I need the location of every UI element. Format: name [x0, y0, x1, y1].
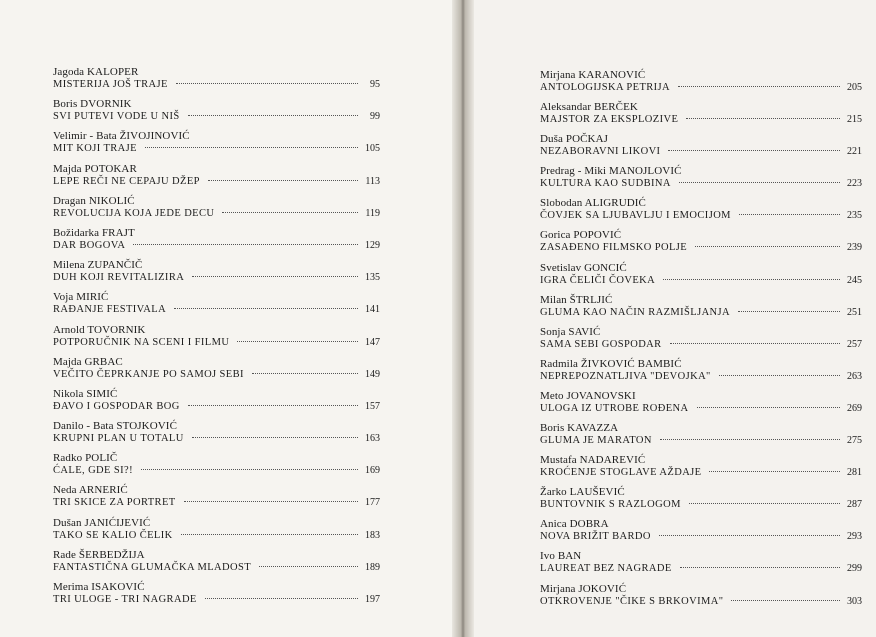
toc-title-row: [53, 336, 380, 349]
toc-page-number: 177: [365, 497, 380, 509]
toc-author: Majda GRBAC: [53, 355, 123, 368]
toc-title-row: [53, 207, 380, 220]
toc-title: DAR BOGOVA: [53, 239, 126, 251]
toc-author: Merima ISAKOVIĆ: [53, 581, 145, 593]
toc-author: Milena ZUPANČIČ: [53, 259, 143, 272]
toc-title-row: [53, 593, 380, 606]
toc-title: ĆALE, GDE SI?!: [53, 465, 133, 477]
leader-dots: [133, 244, 358, 245]
toc-title: RAĐANJE FESTIVALA: [53, 304, 167, 316]
toc-entry: [53, 517, 380, 549]
toc-author: Radko POLIČ: [53, 452, 118, 465]
toc-author: Rade ŠERBEDŽIJA: [53, 548, 145, 561]
toc-page-number: 105: [365, 143, 380, 155]
toc-author: Duša POČKAJ: [540, 133, 609, 146]
toc-author: Majda POTOKAR: [53, 162, 137, 175]
toc-title: VEČITO ČEPRKANJE PO SAMOJ SEBI: [53, 368, 244, 380]
toc-page-number: 169: [365, 465, 380, 477]
toc-page-number: 149: [365, 368, 380, 380]
toc-title: ANTOLOGIJSKA PETRIJA: [540, 82, 671, 93]
toc-title-row: [540, 177, 862, 190]
toc-entry: [540, 69, 862, 101]
toc-author: Gorica POPOVIĆ: [540, 229, 622, 242]
toc-title: NOVA BRIŽIT BARDO: [540, 531, 651, 543]
toc-author: Ivo BAN: [540, 550, 582, 563]
right-toc-list: [540, 69, 862, 615]
toc-title: BUNTOVNIK S RAZLOGOM: [540, 499, 681, 511]
toc-title-row: [540, 466, 862, 479]
toc-title: ULOGA IZ UTROBE ROĐENA: [540, 402, 689, 414]
toc-entry: [540, 583, 862, 615]
leader-dots: [659, 535, 840, 536]
leader-dots: [679, 182, 840, 183]
toc-page-number: 281: [847, 467, 862, 479]
toc-title: OTKROVENJE "ČIKE S BRKOVIMA": [540, 595, 724, 607]
left-toc-list: [53, 66, 380, 613]
toc-entry: [540, 262, 862, 294]
toc-entry: [540, 390, 862, 422]
toc-title: MAJSTOR ZA EKSPLOZIVE: [540, 114, 679, 126]
toc-page-number: 95: [370, 79, 380, 90]
toc-page-number: 147: [365, 336, 380, 348]
toc-title-row: [53, 239, 380, 252]
toc-author: Svetislav GONCIĆ: [540, 261, 627, 274]
toc-page-number: 183: [365, 529, 380, 541]
toc-title-row: [53, 271, 380, 284]
toc-page-number: 257: [847, 338, 862, 350]
toc-title-row: [53, 368, 380, 381]
toc-title-row: [53, 496, 380, 509]
toc-title-row: [540, 274, 862, 287]
toc-author: Radmila ŽIVKOVIĆ BAMBIĆ: [540, 357, 682, 370]
toc-title: NEPREPOZNATLJIVA "DEVOJKA": [540, 370, 711, 382]
toc-entry: [53, 130, 380, 162]
leader-dots: [678, 86, 840, 87]
leader-dots: [205, 598, 358, 599]
toc-title: SVI PUTEVI VODE U NIŠ: [53, 111, 180, 123]
toc-page-number: 129: [365, 239, 380, 251]
leader-dots: [181, 534, 358, 535]
toc-page-number: 263: [847, 370, 862, 382]
toc-title: KRUPNI PLAN U TOTALU: [53, 433, 184, 445]
leader-dots: [192, 276, 358, 277]
toc-entry: [540, 550, 862, 582]
toc-author: Danilo - Bata STOJKOVIĆ: [53, 420, 178, 433]
toc-page-number: 205: [847, 82, 862, 93]
leader-dots: [738, 311, 840, 312]
toc-entry: [540, 101, 862, 133]
toc-entry: [53, 484, 380, 516]
toc-title-row: [540, 595, 862, 608]
toc-page-number: 245: [847, 274, 862, 286]
leader-dots: [188, 405, 358, 406]
toc-author: Boris KAVAZZA: [540, 422, 619, 435]
toc-entry: [53, 420, 380, 452]
toc-entry: [53, 259, 380, 291]
toc-author: Dušan JANIĆIJEVIĆ: [53, 516, 151, 529]
leader-dots: [670, 343, 840, 344]
toc-title-row: [540, 306, 862, 319]
toc-title-row: [53, 78, 380, 91]
leader-dots: [686, 118, 840, 119]
toc-title-row: [53, 303, 380, 316]
toc-page-number: 269: [847, 402, 862, 414]
toc-author: Voja MIRIĆ: [53, 291, 109, 304]
toc-entry: [540, 197, 862, 229]
toc-author: Aleksandar BERČEK: [540, 101, 638, 114]
toc-entry: [540, 454, 862, 486]
leader-dots: [739, 214, 840, 215]
toc-title: NEZABORAVNI LIKOVI: [540, 146, 661, 158]
toc-title: FANTASTIČNA GLUMAČKA MLADOST: [53, 561, 252, 573]
toc-entry: [540, 326, 862, 358]
toc-title: KROĆENJE STOGLAVE AŽDAJE: [540, 467, 702, 479]
leader-dots: [192, 437, 358, 438]
toc-author: Slobodan ALIGRUDIĆ: [540, 197, 646, 210]
leader-dots: [141, 469, 358, 470]
leader-dots: [145, 147, 358, 148]
toc-page-number: 197: [365, 594, 380, 605]
toc-entry: [53, 291, 380, 323]
toc-entry: [53, 66, 380, 98]
toc-page-number: 163: [365, 433, 380, 445]
toc-author: Velimir - Bata ŽIVOJINOVIĆ: [53, 130, 190, 143]
toc-title-row: [53, 110, 380, 123]
toc-title: REVOLUCIJA KOJA JEDE DECU: [53, 207, 215, 219]
toc-page-number: 215: [847, 114, 862, 126]
leader-dots: [222, 212, 358, 213]
leader-dots: [668, 150, 840, 151]
toc-title-row: [53, 529, 380, 542]
toc-author: Božidarka FRAJT: [53, 226, 135, 239]
toc-title-row: [53, 432, 380, 445]
toc-entry: [540, 422, 862, 454]
toc-title: TRI ULOGE - TRI NAGRADE: [53, 594, 197, 605]
leader-dots: [709, 471, 840, 472]
toc-title: TRI SKICE ZA PORTRET: [53, 497, 176, 509]
toc-entry: [540, 486, 862, 518]
toc-author: Mustafa NADAREVIĆ: [540, 454, 646, 467]
toc-author: Nikola SIMIĆ: [53, 387, 118, 400]
toc-page-number: 239: [847, 242, 862, 254]
toc-page-number: 287: [847, 499, 862, 511]
right-page: [470, 0, 876, 637]
leader-dots: [259, 566, 358, 567]
toc-page-number: 189: [365, 561, 380, 573]
toc-title-row: [540, 81, 862, 94]
toc-author: Žarko LAUŠEVIĆ: [540, 486, 625, 499]
leader-dots: [174, 308, 358, 309]
toc-title: ĐAVO I GOSPODAR BOG: [53, 400, 180, 412]
toc-entry: [53, 163, 380, 195]
leader-dots: [208, 180, 358, 181]
toc-page-number: 119: [365, 207, 380, 219]
toc-entry: [53, 227, 380, 259]
toc-title-row: [540, 562, 862, 575]
book-gutter: [452, 0, 474, 637]
toc-title: LAUREAT BEZ NAGRADE: [540, 563, 672, 575]
toc-entry: [540, 518, 862, 550]
toc-author: Anica DOBRA: [540, 518, 609, 531]
toc-author: Mirjana KARANOVIĆ: [540, 69, 646, 81]
toc-title: LEPE REČI NE CEPAJU DŽEP: [53, 175, 200, 187]
toc-title-row: [53, 142, 380, 155]
leader-dots: [719, 375, 840, 376]
toc-title: TAKO SE KALIO ČELIK: [53, 529, 173, 541]
toc-page-number: 141: [365, 304, 380, 316]
toc-title-row: [53, 400, 380, 413]
toc-entry: [540, 133, 862, 165]
toc-title-row: [540, 209, 862, 222]
toc-entry: [53, 388, 380, 420]
leader-dots: [731, 600, 840, 601]
toc-page-number: 113: [365, 175, 380, 187]
toc-author: Neda ARNERIĆ: [53, 484, 128, 497]
leader-dots: [176, 83, 358, 84]
toc-page-number: 275: [847, 435, 862, 447]
toc-author: Boris DVORNIK: [53, 98, 132, 111]
leader-dots: [695, 246, 840, 247]
toc-page-number: 223: [847, 178, 862, 190]
toc-title-row: [540, 498, 862, 511]
toc-author: Predrag - Miki MANOJLOVIĆ: [540, 165, 682, 178]
toc-title: IGRA ČELIČI ČOVEKA: [540, 274, 656, 286]
toc-entry: [53, 581, 380, 613]
leader-dots: [237, 341, 358, 342]
toc-author: Milan ŠTRLJIĆ: [540, 293, 613, 306]
leader-dots: [660, 439, 840, 440]
toc-author: Mirjana JOKOVIĆ: [540, 582, 627, 595]
toc-title: ZASAĐENO FILMSKO POLJE: [540, 242, 688, 254]
toc-title: SAMA SEBI GOSPODAR: [540, 338, 662, 350]
toc-title-row: [540, 402, 862, 415]
toc-title-row: [53, 175, 380, 188]
toc-entry: [53, 452, 380, 484]
toc-title: GLUMA JE MARATON: [540, 435, 652, 447]
toc-page-number: 157: [365, 400, 380, 412]
toc-entry: [540, 229, 862, 261]
leader-dots: [252, 373, 358, 374]
leader-dots: [188, 115, 358, 116]
toc-title-row: [540, 370, 862, 383]
toc-title-row: [540, 530, 862, 543]
toc-title-row: [53, 561, 380, 574]
toc-entry: [53, 356, 380, 388]
toc-title: MIT KOJI TRAJE: [53, 143, 137, 155]
toc-title-row: [53, 464, 380, 477]
toc-title: ČOVJEK SA LJUBAVLJU I EMOCIJOM: [540, 210, 731, 222]
leader-dots: [680, 567, 840, 568]
toc-author: Arnold TOVORNIK: [53, 323, 146, 336]
toc-title-row: [540, 113, 862, 126]
toc-entry: [540, 358, 862, 390]
leader-dots: [697, 407, 841, 408]
toc-title: MISTERIJA JOŠ TRAJE: [53, 79, 168, 90]
toc-page-number: 135: [365, 272, 380, 284]
toc-entry: [53, 98, 380, 130]
toc-entry: [53, 549, 380, 581]
toc-page-number: 299: [847, 563, 862, 575]
toc-page-number: 221: [847, 146, 862, 158]
leader-dots: [663, 279, 840, 280]
leader-dots: [184, 501, 358, 502]
toc-title-row: [540, 241, 862, 254]
toc-entry: [540, 294, 862, 326]
toc-title-row: [540, 145, 862, 158]
toc-author: Dragan NIKOLIĆ: [53, 194, 135, 207]
toc-title: GLUMA KAO NAČIN RAZMIŠLJANJA: [540, 306, 730, 318]
toc-author: Meto JOVANOVSKI: [540, 389, 636, 402]
leader-dots: [689, 503, 840, 504]
toc-entry: [53, 195, 380, 227]
toc-entry: [53, 324, 380, 356]
toc-title: DUH KOJI REVITALIZIRA: [53, 272, 185, 284]
toc-page-number: 303: [847, 595, 862, 607]
toc-page-number: 251: [847, 306, 862, 318]
toc-title: KULTURA KAO SUDBINA: [540, 178, 671, 190]
toc-page-number: 235: [847, 210, 862, 222]
toc-author: Jagoda KALOPER: [53, 66, 139, 78]
toc-author: Sonja SAVIĆ: [540, 325, 601, 338]
toc-title: POTPORUČNIK NA SCENI I FILMU: [53, 336, 230, 348]
toc-title-row: [540, 434, 862, 447]
toc-title-row: [540, 338, 862, 351]
toc-entry: [540, 165, 862, 197]
toc-page-number: 293: [847, 531, 862, 543]
toc-page-number: 99: [370, 111, 380, 123]
